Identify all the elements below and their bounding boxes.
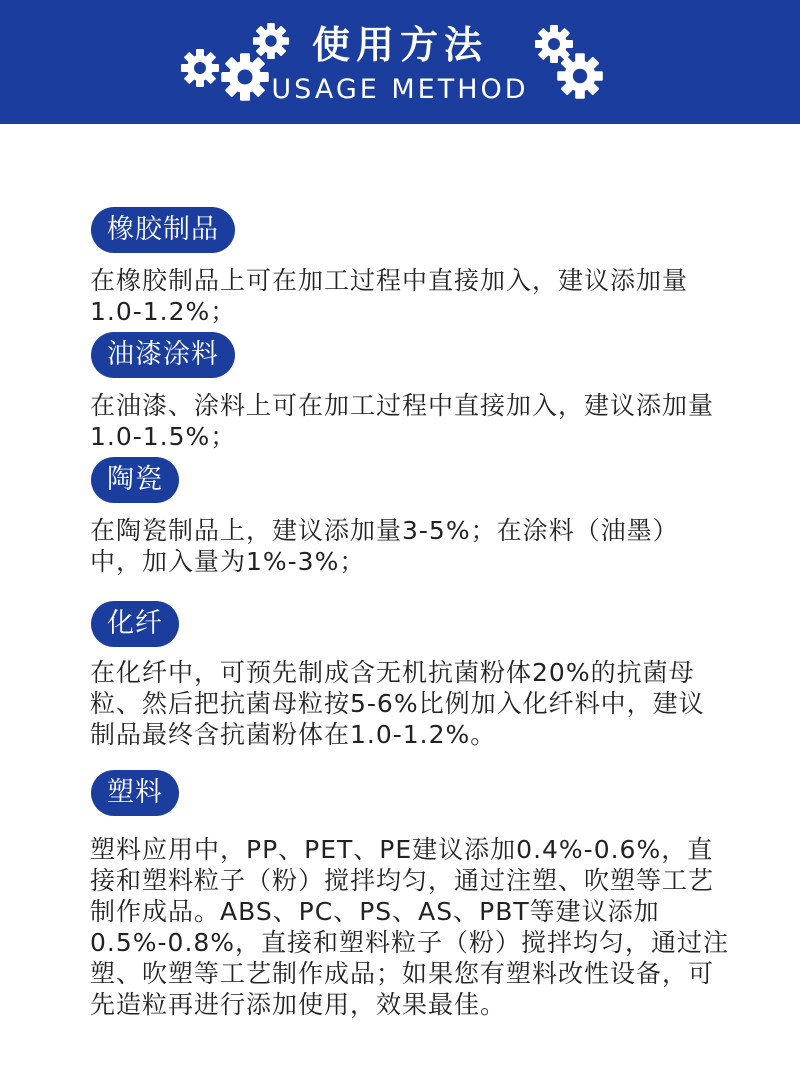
section-label: 塑料 [91,770,179,816]
page-subtitle: USAGE METHOD [271,74,529,105]
section-label: 油漆涂料 [91,332,235,378]
header-banner [0,0,800,124]
section-label: 橡胶制品 [91,207,235,253]
section-text: 在陶瓷制品上，建议添加量3-5%；在涂料（油墨）中，加入量为1%-3%； [90,516,679,576]
section-label: 陶瓷 [91,457,179,503]
page-title: 使用方法 [311,23,488,67]
section-text: 在化纤中，可预先制成含无机抗菌粉体20%的抗菌母粒、然后把抗菌母粒按5-6%比例加入化纤料中，建议制品最终含抗菌粉体在1.0-1.2%。 [90,658,705,749]
section-label: 化纤 [91,601,179,647]
section-text: 在橡胶制品上可在加工过程中直接加入，建议添加量1.0-1.2%； [90,266,689,326]
section-text: 塑料应用中，PP、PET、PE建议添加0.4%-0.6%，直接和塑料粒子（粉）搅拌均匀，通过注塑、吹塑等工艺制作成品。ABS、PC、PS、AS、PBT等建议添加0.5%-0.8%，直接和塑料粒子（粉）搅拌均匀，通过注塑、吹塑等工艺制作成品；如果您有塑料改性设备，可先造粒再进行添加使用，效果最佳。 [90,835,730,1019]
section-text: 在油漆、涂料上可在加工过程中直接加入，建议添加量1.0-1.5%； [90,391,715,451]
